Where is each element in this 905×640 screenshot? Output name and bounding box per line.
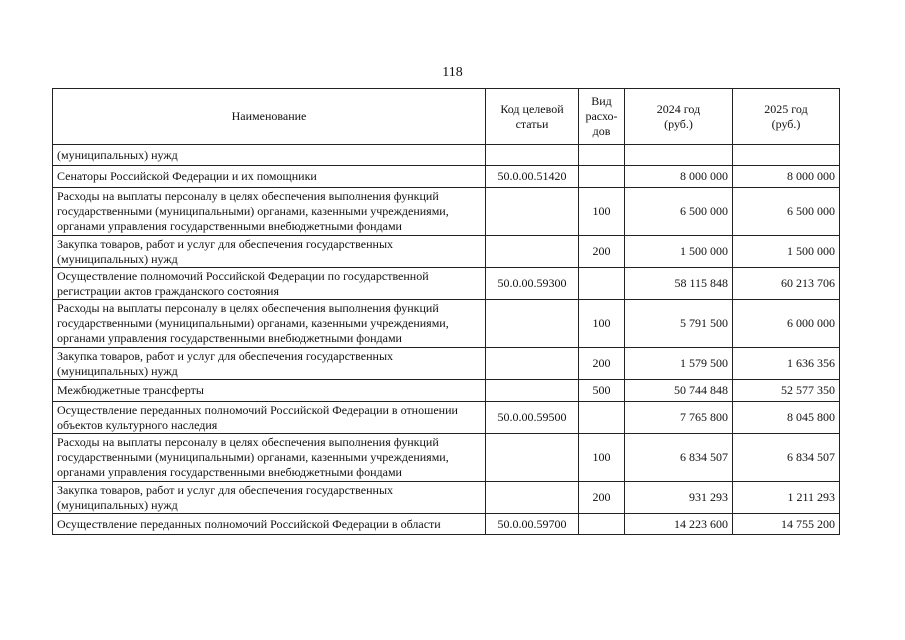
row-2025 bbox=[733, 145, 840, 166]
row-code: 50.0.00.59700 bbox=[486, 514, 579, 535]
row-2025: 8 045 800 bbox=[733, 402, 840, 434]
budget-table bbox=[52, 88, 840, 535]
row-2025: 60 213 706 bbox=[733, 268, 840, 300]
table-row bbox=[53, 434, 840, 482]
row-2024: 50 744 848 bbox=[625, 380, 733, 402]
row-name: Закупка товаров, работ и услуг для обеспечения государственных (муниципальных) нужд bbox=[53, 482, 486, 514]
header-2025: 2025 год (руб.) bbox=[733, 89, 840, 145]
row-name: Осуществление переданных полномочий Российской Федерации в отношении объектов культурного наследия bbox=[53, 402, 486, 434]
row-code bbox=[486, 145, 579, 166]
row-code bbox=[486, 300, 579, 348]
row-type: 100 bbox=[579, 434, 625, 482]
row-type: 100 bbox=[579, 300, 625, 348]
row-name: Расходы на выплаты персоналу в целях обеспечения выполнения функций государственными (муниципальными) органами, казенными учреждениями, органами управления государственными внебюджетными фондами bbox=[53, 434, 486, 482]
row-2024: 6 834 507 bbox=[625, 434, 733, 482]
row-2024: 14 223 600 bbox=[625, 514, 733, 535]
row-2025: 6 834 507 bbox=[733, 434, 840, 482]
row-code bbox=[486, 482, 579, 514]
row-name: Сенаторы Российской Федерации и их помощники bbox=[53, 166, 486, 188]
row-2024: 5 791 500 bbox=[625, 300, 733, 348]
row-type: 200 bbox=[579, 482, 625, 514]
row-code bbox=[486, 434, 579, 482]
header-code: Код целевой статьи bbox=[486, 89, 579, 145]
row-type bbox=[579, 145, 625, 166]
table-row bbox=[53, 380, 840, 402]
row-2025: 8 000 000 bbox=[733, 166, 840, 188]
header-expense-type: Вид расхо- дов bbox=[579, 89, 625, 145]
row-type: 500 bbox=[579, 380, 625, 402]
row-type bbox=[579, 166, 625, 188]
row-code: 50.0.00.59300 bbox=[486, 268, 579, 300]
table-row bbox=[53, 268, 840, 300]
row-2024 bbox=[625, 145, 733, 166]
row-name: Расходы на выплаты персоналу в целях обеспечения выполнения функций государственными (муниципальными) органами, казенными учреждениями, органами управления государственными внебюджетными фондами bbox=[53, 188, 486, 236]
row-2025: 52 577 350 bbox=[733, 380, 840, 402]
row-code: 50.0.00.59500 bbox=[486, 402, 579, 434]
row-2025: 1 500 000 bbox=[733, 236, 840, 268]
row-code: 50.0.00.51420 bbox=[486, 166, 579, 188]
table-row bbox=[53, 145, 840, 166]
row-2025: 1 211 293 bbox=[733, 482, 840, 514]
row-type: 200 bbox=[579, 236, 625, 268]
header-2024: 2024 год (руб.) bbox=[625, 89, 733, 145]
row-code bbox=[486, 188, 579, 236]
table-row bbox=[53, 166, 840, 188]
row-name: Осуществление полномочий Российской Федерации по государственной регистрации актов гражданского состояния bbox=[53, 268, 486, 300]
row-2024: 6 500 000 bbox=[625, 188, 733, 236]
table-row bbox=[53, 402, 840, 434]
row-type bbox=[579, 514, 625, 535]
row-2024: 8 000 000 bbox=[625, 166, 733, 188]
table-row bbox=[53, 300, 840, 348]
row-name: Закупка товаров, работ и услуг для обеспечения государственных (муниципальных) нужд bbox=[53, 348, 486, 380]
row-2024: 1 500 000 bbox=[625, 236, 733, 268]
row-type: 100 bbox=[579, 188, 625, 236]
row-2025: 14 755 200 bbox=[733, 514, 840, 535]
row-2025: 6 500 000 bbox=[733, 188, 840, 236]
row-name: Межбюджетные трансферты bbox=[53, 380, 486, 402]
row-2024: 931 293 bbox=[625, 482, 733, 514]
row-name: (муниципальных) нужд bbox=[53, 145, 486, 166]
row-code bbox=[486, 236, 579, 268]
row-type: 200 bbox=[579, 348, 625, 380]
row-2024: 7 765 800 bbox=[625, 402, 733, 434]
row-type bbox=[579, 268, 625, 300]
row-name: Расходы на выплаты персоналу в целях обеспечения выполнения функций государственными (муниципальными) органами, казенными учреждениями, органами управления государственными внебюджетными фондами bbox=[53, 300, 486, 348]
row-type bbox=[579, 402, 625, 434]
table-row bbox=[53, 482, 840, 514]
table-row bbox=[53, 348, 840, 380]
row-2025: 6 000 000 bbox=[733, 300, 840, 348]
row-name: Осуществление переданных полномочий Российской Федерации в области bbox=[53, 514, 486, 535]
row-2024: 1 579 500 bbox=[625, 348, 733, 380]
table-row bbox=[53, 236, 840, 268]
row-code bbox=[486, 380, 579, 402]
header-name: Наименование bbox=[53, 89, 486, 145]
page-number: 118 bbox=[442, 65, 463, 80]
row-code bbox=[486, 348, 579, 380]
row-2024: 58 115 848 bbox=[625, 268, 733, 300]
row-name: Закупка товаров, работ и услуг для обеспечения государственных (муниципальных) нужд bbox=[53, 236, 486, 268]
table-header-row bbox=[53, 89, 840, 145]
table-row bbox=[53, 514, 840, 535]
table-row bbox=[53, 188, 840, 236]
row-2025: 1 636 356 bbox=[733, 348, 840, 380]
